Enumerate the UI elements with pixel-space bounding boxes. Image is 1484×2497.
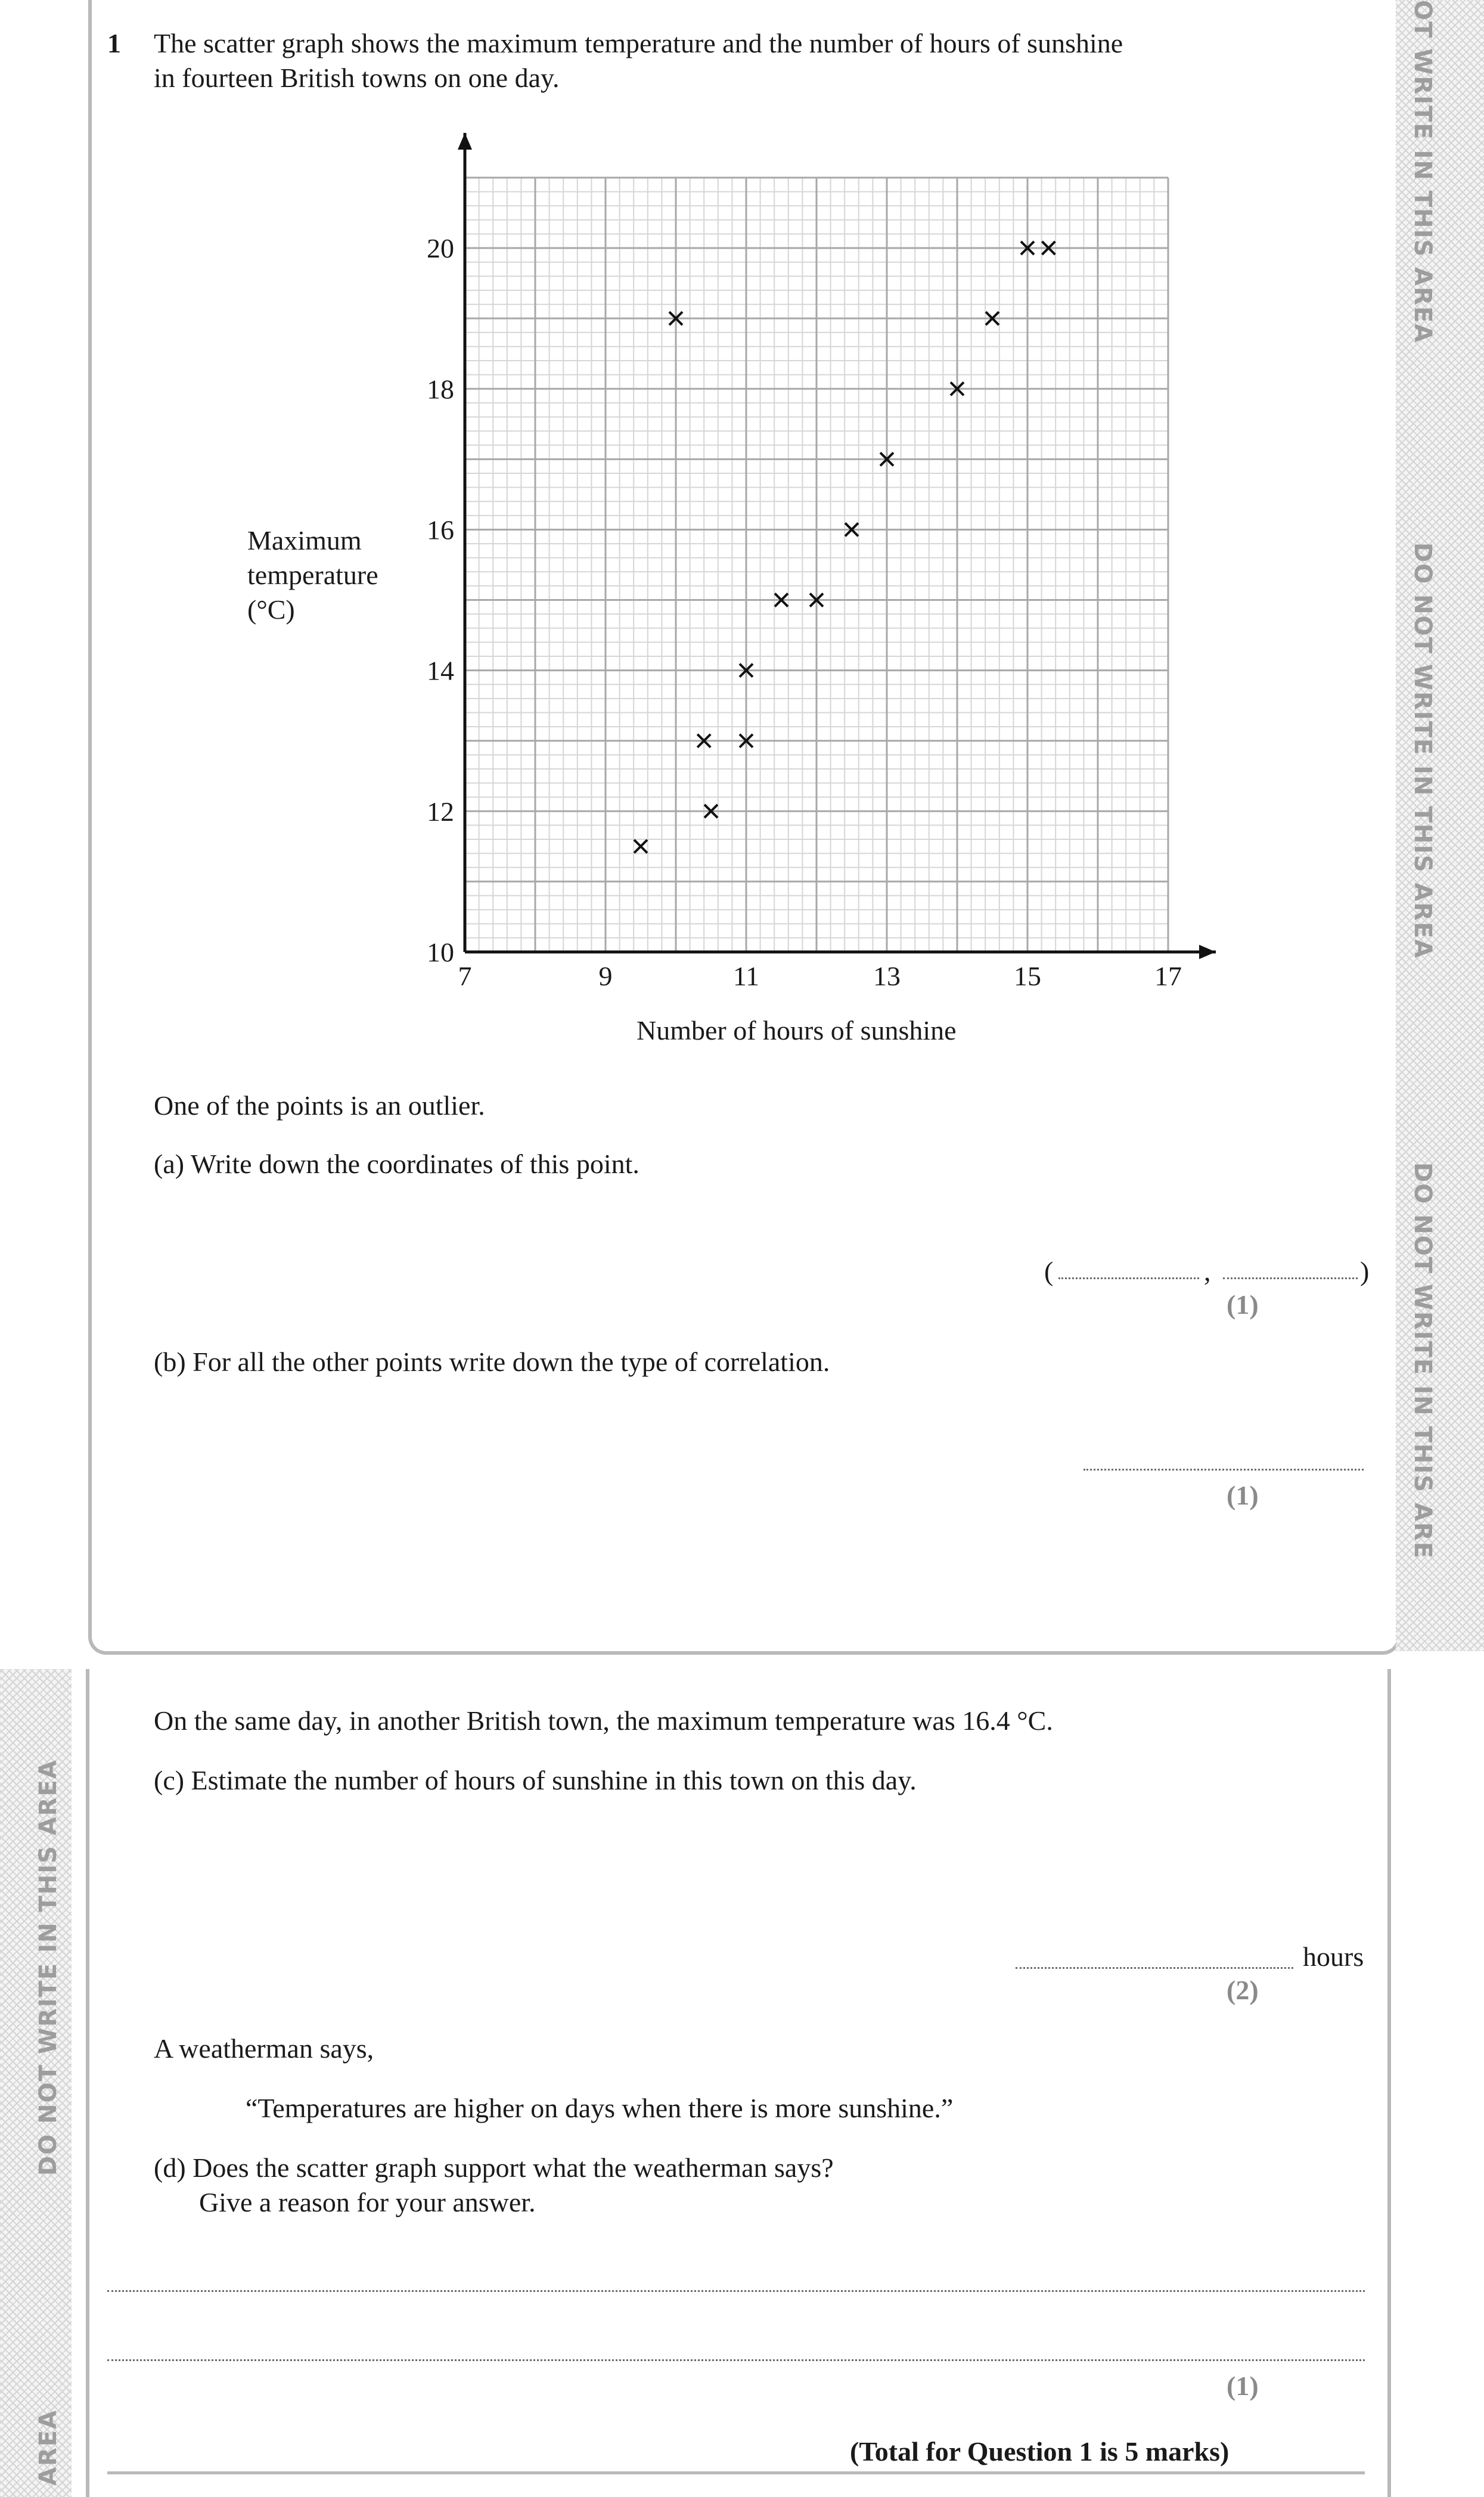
left-margin-label-bottom: AREA (35, 2409, 62, 2486)
x-tick-label: 7 (458, 961, 472, 991)
left-margin-label: DO NOT WRITE IN THIS AREA (35, 1759, 62, 2176)
y-tick-label: 18 (427, 374, 454, 405)
part-c-answer-field[interactable] (1016, 1967, 1293, 1969)
x-tick-labels (458, 961, 1182, 991)
part-b-answer-field[interactable] (1083, 1469, 1364, 1471)
question-total: (Total for Question 1 is 5 marks) (850, 2436, 1230, 2467)
part-d-marks: (1) (1227, 2371, 1259, 2401)
part-c-text: (c) Estimate the number of hours of sunshine in this town on this day. (154, 1765, 917, 1795)
part-c-marks: (2) (1227, 1975, 1259, 2005)
y-axis-label-line1: Maximum (247, 525, 362, 556)
right-margin-line (1387, 1669, 1391, 2497)
x-tick-label: 17 (1154, 961, 1182, 991)
grid-major (465, 178, 1168, 952)
y-tick-label: 12 (427, 796, 454, 827)
x-axis-arrow-icon (1199, 945, 1216, 959)
part-d-answer-line-2[interactable] (107, 2359, 1365, 2361)
y-tick-label: 16 (427, 514, 454, 545)
right-margin-label-top: OT WRITE IN THIS AREA (1409, 0, 1436, 344)
x-axis-label: Number of hours of sunshine (637, 1015, 957, 1046)
part-d-text-line2: Give a reason for your answer. (199, 2187, 536, 2217)
part-d-text-line1: (d) Does the scatter graph support what the weatherman says? (154, 2152, 834, 2183)
part-d-answer-line-1[interactable] (107, 2290, 1365, 2292)
y-axis-arrow-icon (458, 133, 472, 150)
part-b-marks: (1) (1227, 1480, 1259, 1510)
part-c-unit: hours (1303, 1941, 1364, 1972)
axes (458, 133, 1216, 959)
outlier-text: One of the points is an outlier. (154, 1090, 485, 1121)
y-tick-label: 20 (427, 233, 454, 264)
part-a-answer-y-field[interactable] (1223, 1277, 1358, 1279)
x-tick-label: 11 (732, 961, 760, 991)
weatherman-quote: “Temperatures are higher on days when there is more sunshine.” (246, 2093, 954, 2123)
x-tick-label: 15 (1014, 961, 1041, 991)
part-b-text: (b) For all the other points write down the type of correlation. (154, 1347, 830, 1377)
y-axis-label-line3: (°C) (247, 594, 295, 625)
x-tick-label: 13 (873, 961, 901, 991)
bottom-rule (107, 2471, 1365, 2474)
left-margin-line (86, 1669, 89, 2497)
y-axis-label-line2: temperature (247, 560, 378, 590)
part-a-marks: (1) (1227, 1289, 1259, 1320)
right-margin-label-bottom: DO NOT WRITE IN THIS ARE (1409, 1162, 1436, 1559)
y-tick-label: 14 (427, 655, 454, 686)
y-tick-labels (427, 233, 454, 967)
question-number: 1 (107, 28, 121, 58)
part-a-answer-x-field[interactable] (1058, 1277, 1199, 1279)
data-point (634, 840, 647, 853)
weatherman-intro: A weatherman says, (154, 2033, 374, 2064)
y-tick-label: 10 (427, 937, 454, 967)
scatter-graph (0, 0, 1484, 1073)
part-a-close-paren: ) (1360, 1256, 1370, 1286)
x-tick-label: 9 (598, 961, 613, 991)
question-intro-line2: in fourteen British towns on one day. (154, 63, 560, 93)
part-a-comma: , (1204, 1256, 1211, 1286)
part-a-open-paren: ( (1044, 1256, 1054, 1286)
question-intro-line1: The scatter graph shows the maximum temperature and the number of hours of sunshine (154, 28, 1123, 58)
same-day-text: On the same day, in another British town, the maximum temperature was 16.4 °C. (154, 1705, 1053, 1736)
right-margin-label-mid: DO NOT WRITE IN THIS AREA (1409, 542, 1436, 959)
part-a-text: (a) Write down the coordinates of this point. (154, 1149, 639, 1179)
